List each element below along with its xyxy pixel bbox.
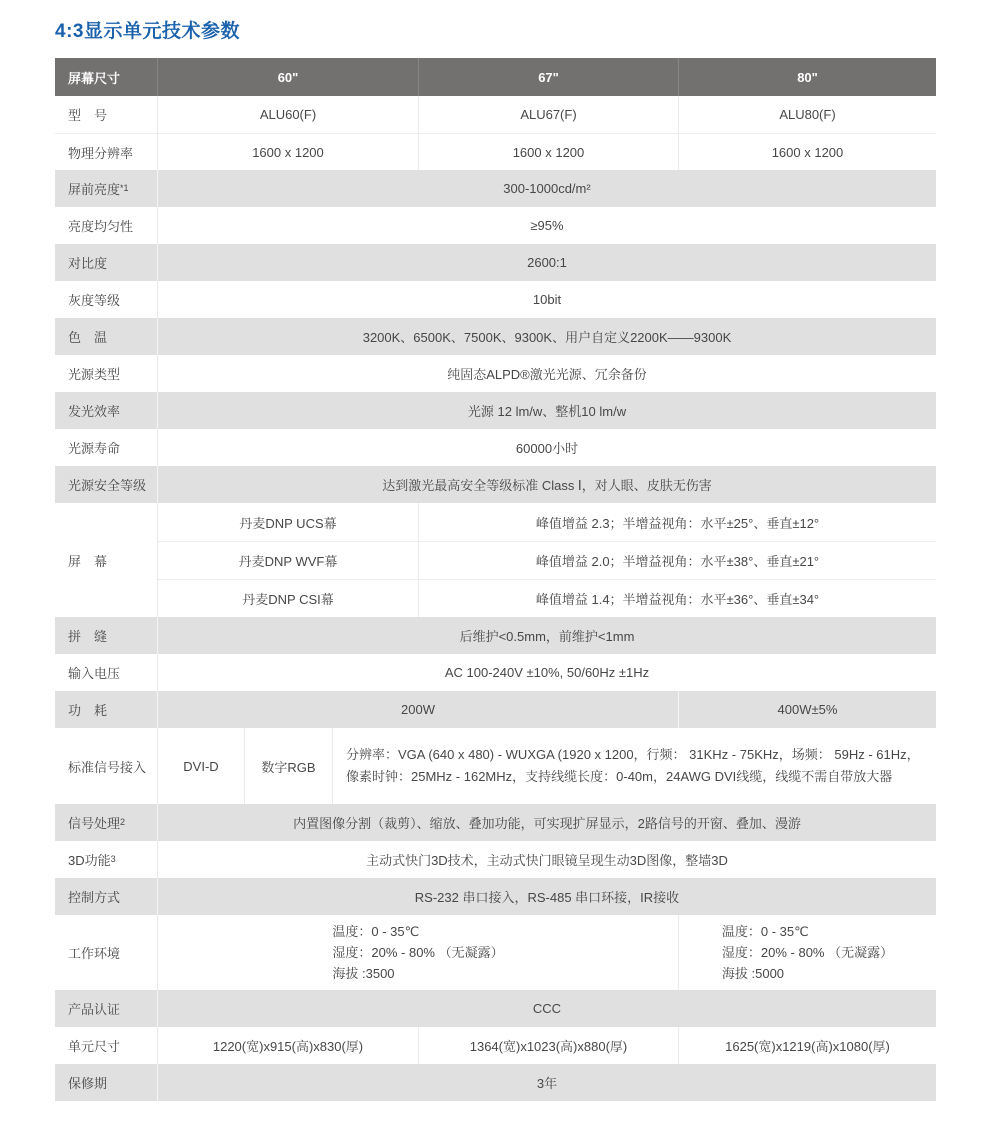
signal-dvi-d: DVI-D <box>183 758 219 774</box>
row-seam-label: 拼 缝 <box>55 617 158 654</box>
dimensions-80: 1625(宽)x1219(高)x1080(厚) <box>678 1027 936 1064</box>
row-efficiency <box>55 392 936 429</box>
signal-spec-line1: 分辨率：VGA (640 x 480) - WUXGA (1920 x 1200，行频： 31KHz - 75KHz，场频： 59Hz - 61Hz， <box>346 747 920 762</box>
warranty-value: 3年 <box>536 1076 558 1091</box>
row-grayscale-label: 灰度等级 <box>55 281 158 318</box>
row-resolution-label: 物理分辨率 <box>55 134 158 170</box>
row-processing <box>55 804 936 841</box>
resolution-60: 1600 x 1200 <box>252 144 324 160</box>
row-safety <box>55 466 936 503</box>
screen-csi-name: 丹麦DNP CSI幕 <box>242 592 334 607</box>
light-source-value: 纯固态ALPD®激光光源、冗余备份 <box>447 367 647 382</box>
row-screen <box>55 503 936 617</box>
row-power-label: 功 耗 <box>55 691 158 728</box>
row-model <box>55 96 936 133</box>
row-environment-label: 工作环境 <box>55 915 158 990</box>
row-model-label: 型 号 <box>55 96 158 133</box>
lifetime-value: 60000小时 <box>515 441 579 456</box>
row-dimensions-label: 单元尺寸 <box>55 1027 158 1064</box>
row-contrast-label: 对比度 <box>55 244 158 281</box>
row-voltage <box>55 654 936 691</box>
row-uniformity-label: 亮度均匀性 <box>55 207 158 244</box>
spec-table <box>55 58 936 1101</box>
environment-60-67 <box>158 915 678 990</box>
row-light-source <box>55 355 936 392</box>
3d-value: 主动式快门3D技术，主动式快门眼镜呈现生动3D图像，整墙3D <box>366 853 728 868</box>
screen-ucs-name: 丹麦DNP UCS幕 <box>239 515 337 531</box>
row-light-source-label: 光源类型 <box>55 355 158 392</box>
model-80: ALU80(F) <box>678 96 936 133</box>
contrast-value: 2600:1 <box>527 255 567 270</box>
dimensions-60: 1220(宽)x915(高)x830(厚) <box>212 1039 364 1054</box>
screen-wvf-name: 丹麦DNP WVF幕 <box>238 554 338 569</box>
row-processing-label: 信号处理 $^2$ <box>55 804 158 841</box>
row-control-label: 控制方式 <box>55 878 158 915</box>
row-color-temp-label: 色 温 <box>55 318 158 355</box>
dimensions-67: 1364(宽)x1023(高)x880(厚) <box>418 1027 678 1064</box>
power-60-67: 200W <box>401 702 435 717</box>
environment-60-67-text: 温度：0 - 35℃ 湿度：20% - 80% （无凝露） 海拔 :3500 <box>332 924 504 981</box>
seam-value: 后维护<0.5mm，前维护<1mm <box>459 629 635 644</box>
screen-csi-spec: 峰值增益 1.4；半增益视角：水平±36°、垂直±34° <box>418 580 936 617</box>
row-3d-label: 3D功能 $^3$ <box>55 841 158 878</box>
row-safety-label: 光源安全等级 <box>55 466 158 503</box>
row-control <box>55 878 936 915</box>
row-lifetime-label: 光源寿命 <box>55 429 158 466</box>
row-certification-label: 产品认证 <box>55 990 158 1027</box>
resolution-67: 1600 x 1200 <box>418 134 678 170</box>
row-certification <box>55 990 936 1027</box>
signal-spec-text <box>332 728 936 804</box>
environment-80-text: 温度：0 - 35℃ 湿度：20% - 80% （无凝露） 海拔 :5000 <box>721 924 894 981</box>
row-screen-label: 屏 幕 <box>55 503 158 617</box>
row-warranty <box>55 1064 936 1101</box>
efficiency-value: 光源 12 lm/w、整机10 lm/w <box>467 404 627 419</box>
row-brightness <box>55 170 936 207</box>
row-color-temp <box>55 318 936 355</box>
brightness-value: 300-1000cd/m² <box>503 181 591 196</box>
row-environment <box>55 915 936 990</box>
environment-80 <box>678 915 936 990</box>
signal-digital-rgb: 数字RGB <box>244 728 332 804</box>
row-signal <box>55 728 936 804</box>
row-efficiency-label: 发光效率 <box>55 392 158 429</box>
header-col-67: 67" <box>418 58 678 96</box>
footnote-marker: 3 <box>110 853 116 864</box>
footnote-marker: 2 <box>120 816 126 827</box>
voltage-value: AC 100-240V ±10%, 50/60Hz ±1Hz <box>444 665 650 680</box>
screen-wvf-spec: 峰值增益 2.0；半增益视角：水平±38°、垂直±21° <box>418 542 936 579</box>
power-80: 400W±5% <box>678 691 936 728</box>
control-value: RS-232 串口接入，RS-485 串口环接，IR接收 <box>414 890 680 905</box>
screen-subtable <box>158 503 936 617</box>
row-uniformity <box>55 207 936 244</box>
screen-row-ucs <box>158 503 936 541</box>
row-lifetime <box>55 429 936 466</box>
row-brightness-label: 屏前亮度 $^{*1}$ <box>55 170 158 207</box>
row-resolution <box>55 133 936 170</box>
screen-row-wvf <box>158 541 936 579</box>
footnote-marker: *1 <box>120 182 129 193</box>
signal-spec-line2: 像素时钟：25MHz - 162MHz，支持线缆长度：0-40m，24AWG DVI线缆，线缆不需自带放大器 <box>346 769 893 784</box>
model-60: ALU60(F) <box>259 107 317 122</box>
header-screen-size-label: 屏幕尺寸 <box>55 58 158 96</box>
color-temp-value: 3200K、6500K、7500K、9300K、用户自定义2200K——9300K <box>362 330 732 345</box>
row-seam <box>55 617 936 654</box>
row-contrast <box>55 244 936 281</box>
resolution-80: 1600 x 1200 <box>678 134 936 170</box>
safety-value: 达到激光最高安全等级标准 Class Ⅰ，对人眼、皮肤无伤害 <box>382 478 712 493</box>
grayscale-value: 10bit <box>532 292 562 307</box>
certification-value: CCC <box>532 1001 562 1016</box>
page-title: 4:3显示单元技术参数 <box>55 21 240 42</box>
row-signal-label: 标准信号接入 <box>55 728 158 804</box>
row-dimensions <box>55 1027 936 1064</box>
processing-value: 内置图像分割（裁剪）、缩放、叠加功能，可实现扩屏显示，2路信号的开窗、叠加、漫游 <box>293 816 801 831</box>
screen-row-csi <box>158 579 936 617</box>
row-power <box>55 691 936 728</box>
uniformity-value: ≥95% <box>530 218 564 233</box>
row-voltage-label: 输入电压 <box>55 654 158 691</box>
table-header-row <box>55 58 936 96</box>
row-warranty-label: 保修期 <box>55 1064 158 1101</box>
header-col-80: 80" <box>678 58 936 96</box>
row-3d <box>55 841 936 878</box>
header-col-60: 60" <box>277 69 299 85</box>
screen-ucs-spec: 峰值增益 2.3；半增益视角：水平±25°、垂直±12° <box>418 503 936 541</box>
row-grayscale <box>55 281 936 318</box>
model-67: ALU67(F) <box>418 96 678 133</box>
